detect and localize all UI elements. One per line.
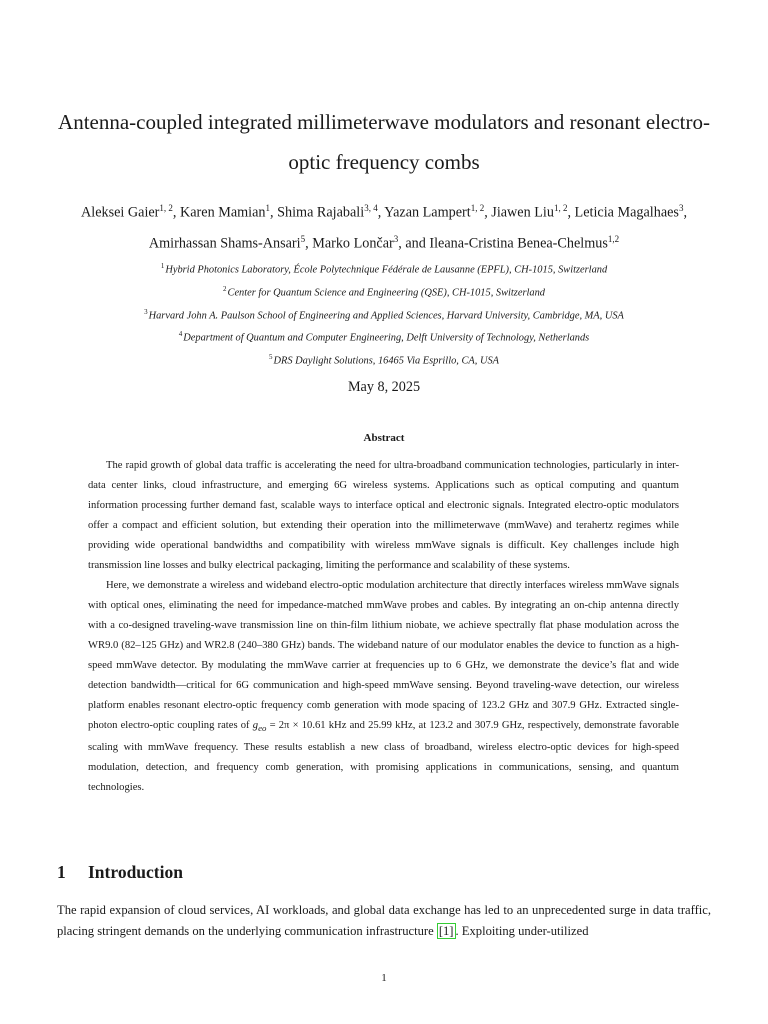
author-separator: , [305,235,313,252]
author-separator: , [172,204,181,221]
author-affiliation-marker: 1, 2 [470,203,485,213]
math-subscript: eo [258,723,267,734]
section-title: Introduction [88,862,183,882]
author-list [50,195,718,256]
author-affiliation-marker: 1,2 [607,233,620,244]
citation-link[interactable]: [1] [438,924,454,938]
affiliation-line [40,280,728,303]
math-expression: = 2π × 10.61 kHz [266,720,347,731]
abstract-text: and 25.99 kHz, at 123.2 and 307.9 GHz, respectively, demonstrate favorable scaling with mmWave frequency. These results establish a new class of broadband, wireless electro-optic devices for high-speed modulation, detection, and frequency comb generation, with promising applications in communications, sensing, and quantum technologies. [88,720,680,794]
section-number: 1 [57,862,66,882]
affiliation-text: Hybrid Photonics Laboratory, École Polytechnique Fédérale de Lausanne (EPFL), CH-1015, Switzerland [165,264,608,276]
affiliation-number: 5 [268,353,273,362]
author-separator: , [270,204,278,221]
affiliation-text: Department of Quantum and Computer Engineering, Delft University of Technology, Netherlands [183,332,590,344]
affiliation-list [40,257,728,371]
author-name: Aleksei Gaier [81,204,160,221]
section-heading [57,862,183,883]
author-affiliation-marker: 3, 4 [364,203,378,213]
author-name: Yazan Lampert [384,204,471,221]
author-separator: , [683,204,687,221]
affiliation-number: 2 [223,284,227,293]
abstract-text: Here, we demonstrate a wireless and wideband electro-optic modulation architecture that directly interfaces wireless mmWave signals with optical ones, eliminating the need for impedance-matched mmWave probes and cables. By integrating an on-chip antenna directly with a co-designed traveling-wave transmission line on thin-film lithium niobate, we achieve spectrally flat phase modulation across the WR9.0 (82–125 GHz) and WR2.8 (240–380 GHz) bands. The wideband nature of our modulator enables the device to function as a high-speed mmWave detector. By modulating the mmWave carrier at frequencies up to 6 GHz, we demonstrate the device’s flat and wide detection bandwidth—critical for 6G communication and high-speed mmWave sensing. Beyond traveling-wave detection, our wireless platform enables resonant electro-optic frequency comb generation with mode spacing of 123.2 GHz and 307.9 GHz. Extracted single-photon electro-optic coupling rates of [88,580,679,731]
author-separator: , [567,204,575,221]
author-name: Marko Lončar [312,235,394,252]
affiliation-line [40,257,728,280]
affiliation-line [40,303,728,326]
author-name: Shima Rajabali [277,204,365,221]
abstract-body [88,456,679,798]
affiliation-text: Harvard John A. Paulson School of Engineering and Applied Sciences, Harvard University, Cambridge, MA, USA [148,310,624,321]
affiliation-line [40,348,728,371]
author-name: Ileana-Cristina Benea-Chelmus [429,235,608,252]
author-separator: , [484,204,492,221]
abstract-heading: Abstract [363,432,405,444]
author-affiliation-marker: 1 [265,203,271,213]
author-affiliation-marker: 5 [300,233,306,244]
affiliation-text: Center for Quantum Science and Engineering (QSE), CH-1015, Switzerland [227,287,545,299]
author-name: Leticia Magalhaes [574,204,679,221]
math-symbol: g [252,720,259,731]
affiliation-number: 1 [160,262,165,270]
publication-date: May 8, 2025 [347,379,421,395]
paper-title: Antenna-coupled integrated millimeterwave modulators and resonant electro-optic frequency combs [58,110,710,174]
affiliation-line [40,325,728,348]
introduction-paragraph [57,900,711,942]
author-affiliation-marker: 3 [393,233,399,244]
author-affiliation-marker: 1, 2 [159,203,173,213]
author-separator: , and [398,235,430,252]
intro-text: . Exploiting under-utilized [455,924,589,938]
author-name: Amirhassan Shams-Ansari [148,235,301,252]
abstract-paragraph: The rapid growth of global data traffic is accelerating the need for ultra-broadband communication technologies, particularly in inter-data center links, cloud infrastructure, and emerging 6G wireless systems. Applications such as optical computing and quantum information processing further demand fast, scalable ways to interface optical and electronic signals. Integrated electro-optic modulators offer a compact and efficient solution, but extending their operation into the millimeterwave (mmWave) and terahertz regimes while providing wide operational bandwidths and compatibility with wireless mmWave signals is difficult. Key challenges include high transmission line losses and bulky electrical packaging, limiting the performance and scalability of these systems. [88,460,679,571]
author-affiliation-marker: 3 [678,203,684,213]
intro-text: The rapid expansion of cloud services, AI workloads, and global data exchange has led to an unprecedented surge in data traffic, placing stringent demands on the underlying communication infrastructure [57,903,711,938]
author-separator: , [377,204,385,221]
abstract-paragraph [88,576,679,798]
page-number: 1 [381,972,387,984]
author-name: Jiawen Liu [491,204,554,221]
author-name: Karen Mamian [180,204,266,221]
affiliation-text: DRS Daylight Solutions, 16465 Via Esprillo, CA, USA [273,355,499,367]
author-affiliation-marker: 1, 2 [553,203,568,213]
affiliation-number: 3 [144,307,148,316]
affiliation-number: 4 [178,330,183,339]
